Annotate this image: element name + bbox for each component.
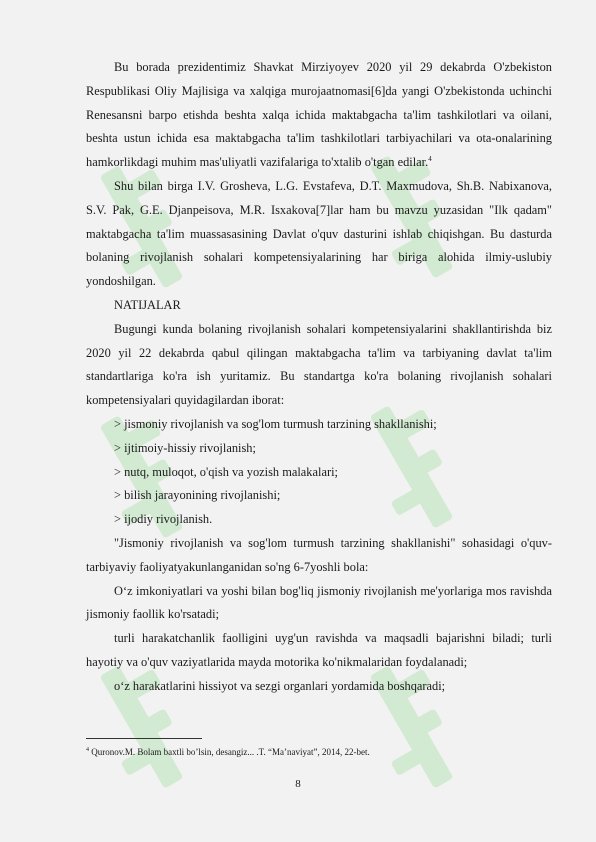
footnote-reference[interactable]: 4 <box>428 155 432 164</box>
list-item: > jismoniy rivojlanish va sog'lom turmush tarzining shakllanishi; <box>114 416 437 431</box>
section-heading: NATIJALAR <box>114 297 181 312</box>
list-item: > bilish jarayonining rivojlanishi; <box>114 488 281 503</box>
paragraph: Shu bilan birga I.V. Grosheva, L.G. Evstafeva, D.T. Maxmudova, Sh.B. Nabixanova, S.V. Pak, G.E. Djanpeisova, M.R. Isxakova[7]lar ham bu mavzu yuzasidan "Ilk qadam" maktabgacha ta'lim muassasasining Davlat o'quv dasturini ishlab chiqishgan. Bu dasturda bolaning rivojlanish sohalari kompetensiyalarining har biriga alohida ilmiy-uslubiy yondoshilgan. <box>86 178 552 289</box>
page-number: 8 <box>295 778 301 790</box>
list-item: > nutq, muloqot, o'qish va yozish malakalari; <box>114 464 338 479</box>
paragraph: O‘z imkoniyatlari va yoshi bilan bog'liq jismoniy rivojlanish me'yorlariga mos ravishda jismoniy faollik ko'rsatadi; <box>86 583 552 622</box>
footnote-text: Quronov.M. Bolam baxtli bo’lsin, desangiz... .T. “Ma’naviyat”, 2014, 22-bet. <box>89 747 370 757</box>
list-item: > ijtimoiy-hissiy rivojlanish; <box>114 440 256 455</box>
body-text <box>86 56 552 699</box>
paragraph: "Jismoniy rivojlanish va sog'lom turmush tarzining shakllanishi" sohasidagi o'quv-tarbiyaviy faoliyatyakunlanganidan so'ng 6-7yoshli bola: <box>86 535 552 574</box>
paragraph: Bu borada prezidentimiz Shavkat Mirziyoyev 2020 yil 29 dekabrda O'zbekiston Respublikasi Oliy Majlisiga va xalqiga murojaatnomasi[6]da yangi O'zbekistonda uchinchi Renesansni barpo etishda beshta xalqa ichida maktabgacha ta'lim tashkilotlari va oilani, beshta ustun ichida esa maktabgacha ta'lim tashkilotlari tarbiyachilari va ota-onalarining hamkorlikdagi muhim mas'uliyatli vazifalariga to'xtalib o'tgan edilar.$^4$ <box>86 60 552 170</box>
footnote-divider <box>86 738 202 739</box>
paragraph: o‘z harakatlarini hissiyot va sezgi organlari yordamida boshqaradi; <box>114 678 446 693</box>
paragraph: turli harakatchanlik faolligini uyg'un ravishda va maqsadli bajarishni biladi; turli hayotiy va o'quv vaziyatlarida mayda motorika ko'nikmalaridan foydalanadi; <box>86 631 552 669</box>
footnote <box>86 746 552 758</box>
list-item: > ijodiy rivojlanish. <box>114 512 213 527</box>
footnote-number: 4 <box>86 747 89 753</box>
paragraph: Bugungi kunda bolaning rivojlanish sohalari kompetensiyalarini shakllantirishda biz 2020 yil 22 dekabrda qabul qilingan maktabgacha ta'lim va tarbiyaning davlat ta'lim standartlariga ko'ra ish yuritamiz. Bu standartga ko'ra bolaning rivojlanish sohalari kompetensiyalari quyidagilardan iborat: <box>86 321 552 408</box>
